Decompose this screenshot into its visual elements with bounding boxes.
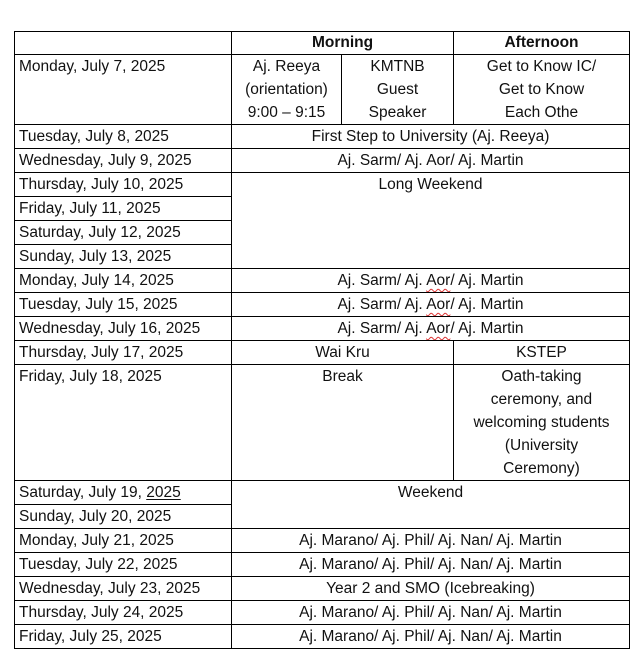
date-cell: Saturday, July 12, 2025 [15, 221, 232, 245]
table-row [15, 55, 630, 125]
activity-cell [232, 269, 630, 293]
table-row [15, 173, 630, 197]
date-cell: Sunday, July 20, 2025 [15, 505, 232, 529]
afternoon-cell: KSTEP [454, 341, 630, 365]
date-cell: Friday, July 18, 2025 [15, 365, 232, 481]
activity-text: Aj. Sarm/ Aj. [337, 272, 427, 289]
long-weekend-cell: Long Weekend [232, 173, 630, 269]
morning-cell: Break [232, 365, 454, 481]
table-row [15, 577, 630, 601]
activity-cell [232, 293, 630, 317]
activity-text: Aj. Sarm/ Aj. [337, 320, 427, 337]
header-date-cell [15, 32, 232, 55]
spellcheck-word: Aor [426, 272, 451, 289]
table-row [15, 341, 630, 365]
cell-line: Oath-taking [501, 368, 582, 385]
date-cell: Thursday, July 17, 2025 [15, 341, 232, 365]
date-cell: Wednesday, July 9, 2025 [15, 149, 232, 173]
date-cell: Tuesday, July 8, 2025 [15, 125, 232, 149]
afternoon-cell [454, 365, 630, 481]
activity-text: Aj. Sarm/ Aj. [337, 152, 427, 169]
cell-line: Get to Know [498, 81, 585, 98]
date-cell: Sunday, July 13, 2025 [15, 245, 232, 269]
cell-line: Guest [376, 81, 419, 98]
cell-line: ceremony, and [490, 391, 593, 408]
activity-cell: Year 2 and SMO (Icebreaking) [232, 577, 630, 601]
activity-text: / Aj. Martin [450, 152, 524, 169]
activity-text: Aor [426, 152, 451, 169]
table-row [15, 125, 630, 149]
weekend-cell: Weekend [232, 481, 630, 529]
cell-line: Each Othe [504, 104, 579, 121]
cell-line: 9:00 – 9:15 [247, 104, 326, 121]
date-cell: Friday, July 11, 2025 [15, 197, 232, 221]
activity-cell: First Step to University (Aj. Reeya) [232, 125, 630, 149]
table-row [15, 553, 630, 577]
activity-text: / Aj. Martin [450, 296, 524, 313]
date-cell [15, 481, 232, 505]
date-cell: Monday, July 7, 2025 [15, 55, 232, 125]
date-cell: Wednesday, July 16, 2025 [15, 317, 232, 341]
date-cell: Thursday, July 24, 2025 [15, 601, 232, 625]
cell-line: welcoming students [473, 414, 610, 431]
activity-text: / Aj. Martin [450, 320, 524, 337]
cell-line: Get to Know IC/ [486, 58, 597, 75]
date-cell: Tuesday, July 22, 2025 [15, 553, 232, 577]
morning-cell: Wai Kru [232, 341, 454, 365]
table-row [15, 317, 630, 341]
table-row [15, 481, 630, 505]
date-year: 2025 [146, 484, 181, 501]
table-row [15, 365, 630, 481]
spellcheck-word: Aor [426, 320, 451, 337]
date-cell: Friday, July 25, 2025 [15, 625, 232, 649]
cell-line: Ceremony) [503, 460, 580, 477]
table-row [15, 269, 630, 293]
activity-cell: Aj. Marano/ Aj. Phil/ Aj. Nan/ Aj. Martin [232, 529, 630, 553]
header-row [15, 32, 630, 55]
cell-line: Aj. Reeya [252, 58, 321, 75]
table-row [15, 529, 630, 553]
activity-cell [232, 149, 630, 173]
activity-text: / Aj. Martin [450, 272, 524, 289]
activity-text: Aj. Sarm/ Aj. [337, 296, 427, 313]
activity-cell: Aj. Marano/ Aj. Phil/ Aj. Nan/ Aj. Martin [232, 601, 630, 625]
date-cell: Monday, July 14, 2025 [15, 269, 232, 293]
cell-line: (orientation) [245, 81, 328, 98]
schedule-table [14, 31, 630, 649]
date-cell: Monday, July 21, 2025 [15, 529, 232, 553]
activity-cell: Aj. Marano/ Aj. Phil/ Aj. Nan/ Aj. Martin [232, 553, 630, 577]
date-cell: Tuesday, July 15, 2025 [15, 293, 232, 317]
table-row [15, 601, 630, 625]
date-text: Saturday, July 19, [19, 484, 147, 501]
activity-cell: Aj. Marano/ Aj. Phil/ Aj. Nan/ Aj. Martin [232, 625, 630, 649]
cell-line: Speaker [368, 104, 427, 121]
table-row [15, 149, 630, 173]
date-cell: Wednesday, July 23, 2025 [15, 577, 232, 601]
cell-line: KMTNB [370, 58, 425, 75]
header-morning: Morning [232, 32, 454, 55]
afternoon-cell [454, 55, 630, 125]
morning-cell-b [342, 55, 454, 125]
morning-cell-a [232, 55, 342, 125]
date-cell: Thursday, July 10, 2025 [15, 173, 232, 197]
activity-cell [232, 317, 630, 341]
spellcheck-word: Aor [426, 296, 451, 313]
header-afternoon: Afternoon [454, 32, 630, 55]
table-row [15, 293, 630, 317]
cell-line: (University [504, 437, 579, 454]
